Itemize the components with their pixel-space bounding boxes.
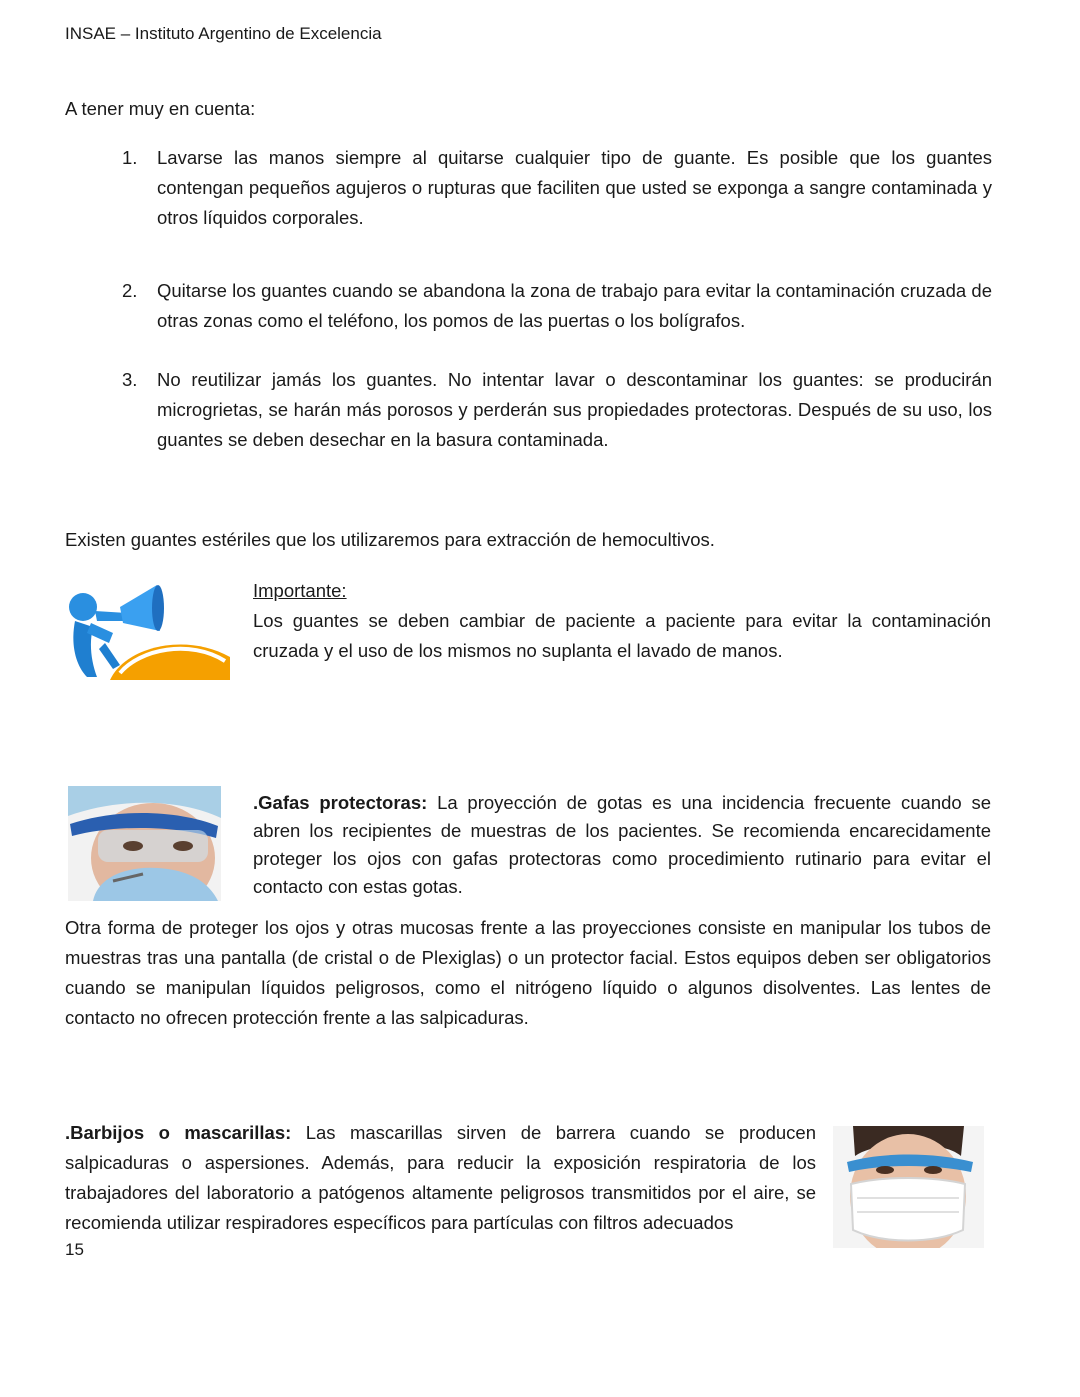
masks-text: Las mascarillas sirven de barrera cuando se producen salpicaduras o aspersiones. Además, para reducir la exposición respiratoria de los trabajadores del laboratorio a patógenos altamente peligrosos transmitidos por el aire, se recomienda utilizar respiradores específicos para partículas con filtros adecuados [65,1122,817,1233]
goggles-photo [68,786,221,901]
goggles-paragraph [253,789,991,901]
masks-paragraph [65,1118,816,1238]
masks-title: .Barbijos o mascarillas: [65,1122,292,1143]
list-text: Lavarse las manos siempre al quitarse cualquier tipo de guante. Es posible que los guantes contengan pequeños agujeros o rupturas que faciliten que usted se exponga a sangre contaminada y otros líquidos corporales. [157,147,992,228]
list-number: 1. [122,147,138,168]
list-text: No reutilizar jamás los guantes. No intentar lavar o descontaminar los guantes: se producirán microgrietas, se harán más porosos y perderán sus propiedades protectoras. Después de su uso, los guantes se deben desechar en la basura contaminada. [157,369,992,450]
mask-photo [833,1126,984,1248]
sterile-gloves-text: Existen guantes estériles que los utilizaremos para extracción de hemocultivos. [65,529,715,550]
list-item [122,143,992,235]
list-item [122,365,992,457]
intro-text: A tener muy en cuenta: [65,98,256,119]
page-header: INSAE – Instituto Argentino de Excelencia [65,24,382,43]
goggles-title: .Gafas protectoras: [253,792,428,813]
list-item [122,276,992,338]
list-number: 2. [122,280,138,301]
megaphone-icon [65,577,230,680]
list-number: 3. [122,369,138,390]
eye-protection-paragraph: Otra forma de proteger los ojos y otras mucosas frente a las proyecciones consiste en manipular los tubos de muestras tras una pantalla (de cristal o de Plexiglas) o un protector facial. Estos equipos deben ser obligatorios cuando se manipulan líquidos peligrosos, como el nitrógeno líquido o algunos disolventes. Las lentes de contacto no ofrecen protección frente a las salpicaduras. [65,917,991,1028]
list-text: Quitarse los guantes cuando se abandona la zona de trabajo para evitar la contaminación cruzada de otras zonas como el teléfono, los pomos de las puertas o los bolígrafos. [157,280,992,331]
goggles-text: La proyección de gotas es una incidencia frecuente cuando se abren los recipientes de muestras de los pacientes. Se recomienda encarecidamente proteger los ojos con gafas protectoras como procedimiento rutinario para evitar el contacto con estas gotas. [253,792,991,897]
page-number: 15 [65,1240,84,1259]
important-text: Los guantes se deben cambiar de paciente a paciente para evitar la contaminación cruzada y el uso de los mismos no suplanta el lavado de manos. [253,610,991,661]
important-title: Importante: [253,580,347,601]
